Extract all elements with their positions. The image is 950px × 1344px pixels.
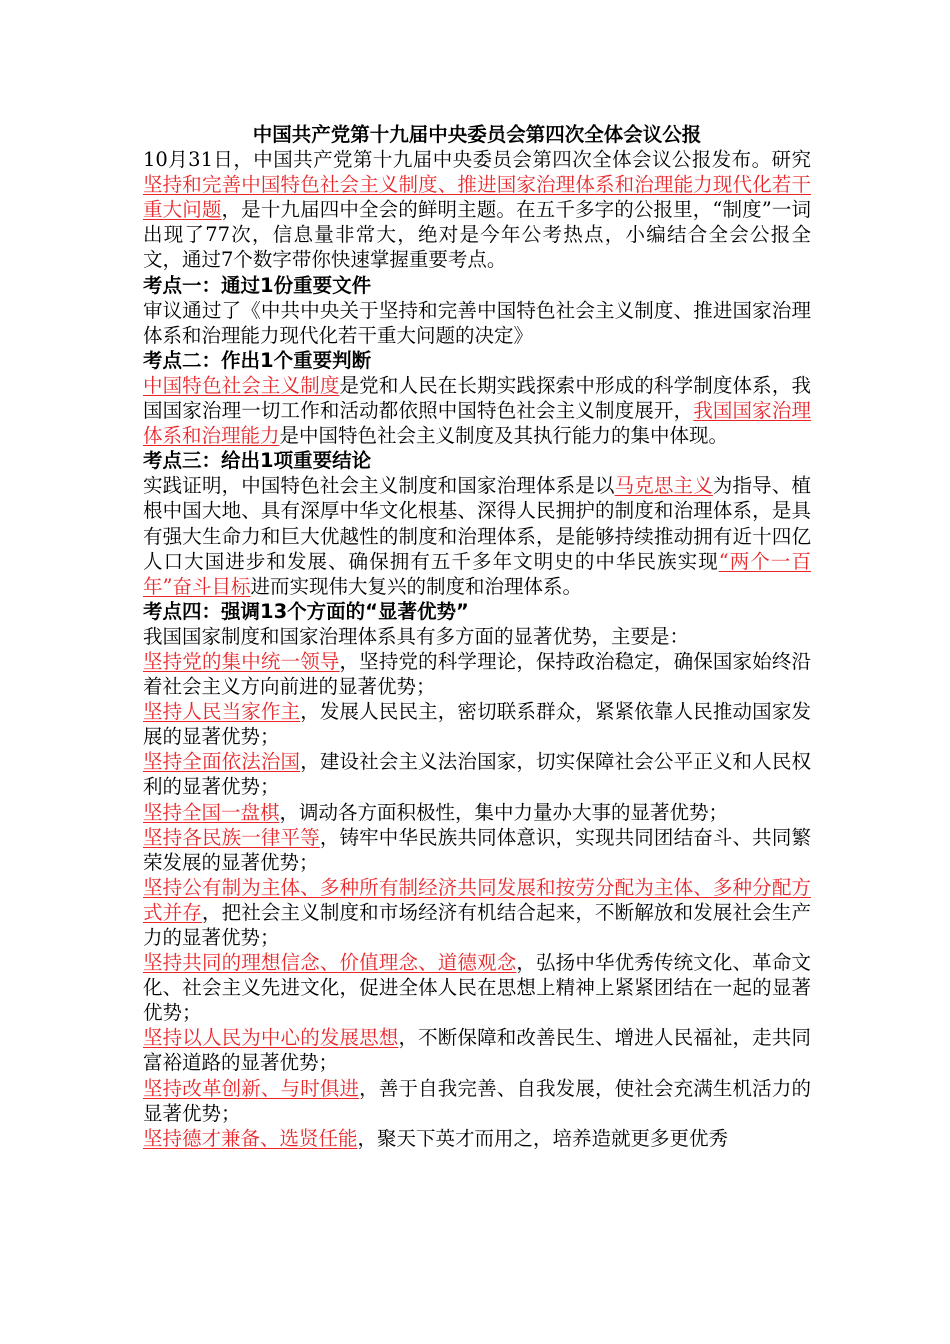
advantage-highlight: 坚持公有制为主体、多种所有制经济共同发展和按劳分配为主体、多种分配方式并存 <box>143 875 811 924</box>
point2-highlight-2: 我国国家治理体系和治理能力 <box>143 399 811 448</box>
advantage-highlight: 坚持全面依法治国 <box>143 750 301 774</box>
advantage-item <box>143 749 811 799</box>
point1-heading: 考点一：通过1份重要文件 <box>143 273 372 297</box>
advantage-text: ，把社会主义制度和市场经济有机结合起来，不断解放和发展社会生产力的显著优势； <box>143 900 811 949</box>
document-title: 中国共产党第十九届中央委员会第四次全体会议公报 <box>252 123 702 146</box>
point1-paragraph: 审议通过了《中共中央关于坚持和完善中国特色社会主义制度、推进国家治理体系和治理能力现代化若干重大问题的决定》 <box>143 298 811 347</box>
advantage-highlight: 坚持以人民为中心的发展思想 <box>143 1026 399 1050</box>
advantage-item <box>143 1076 811 1126</box>
point2-heading: 考点二：作出1个重要判断 <box>143 348 372 372</box>
point3-text-2: 为指导、植根中国大地、具有深厚中华文化根基、深得人民拥护的制度和治理体系，是具有强大生命力和巨大优越性的制度和治理体系，是能够持续推动拥有近十四亿人口大国进步和发展、确保拥有五千多年文明史的中华民族实现 <box>143 474 811 573</box>
point3-text-1: 实践证明，中国特色社会主义制度和国家治理体系是以 <box>143 474 615 498</box>
advantage-highlight: 坚持德才兼备、选贤任能 <box>143 1126 358 1150</box>
advantage-item <box>143 800 811 825</box>
advantage-item <box>143 649 811 699</box>
advantage-text: ，调动各方面积极性，集中力量办大事的显著优势； <box>279 800 729 824</box>
point2-text-2: 是中国特色社会主义制度及其执行能力的集中体现。 <box>279 424 729 448</box>
advantage-highlight: 坚持人民当家作主 <box>143 700 301 724</box>
advantage-highlight: 坚持党的集中统一领导 <box>143 649 340 673</box>
advantage-text: ，发展人民民主，密切联系群众，紧紧依靠人民推动国家发展的显著优势； <box>143 700 811 749</box>
point4-heading: 考点四：强调13个方面的“显著优势” <box>143 599 469 623</box>
advantage-text: ，弘扬中华优秀传统文化、革命文化、社会主义先进文化，促进全体人民在思想上精神上紧紧团结在一起的显著优势； <box>143 951 811 1025</box>
advantage-item <box>143 699 811 749</box>
advantage-highlight: 坚持各民族一律平等 <box>143 825 320 849</box>
advantage-item <box>143 875 811 950</box>
point3-text-3: 进而实现伟大复兴的制度和治理体系。 <box>250 574 582 598</box>
point3-heading: 考点三：给出1项重要结论 <box>143 449 372 473</box>
point4-intro: 我国国家制度和国家治理体系具有多方面的显著优势，主要是： <box>143 624 690 648</box>
advantage-text: ，铸牢中华民族共同体意识，实现共同团结奋斗、共同繁荣发展的显著优势； <box>143 825 811 874</box>
advantage-text: ，不断保障和改善民生、增进人民福祉，走共同富裕道路的显著优势； <box>143 1026 811 1075</box>
intro-text-1: 10月31日，中国共产党第十九届中央委员会第四次全体会议公报发布。研究 <box>143 148 811 172</box>
intro-highlight: 坚持和完善中国特色社会主义制度、推进国家治理体系和治理能力现代化若干重大问题 <box>143 173 811 222</box>
document-body <box>143 122 811 1151</box>
advantage-item <box>143 825 811 875</box>
point2-paragraph <box>143 373 811 448</box>
point3-paragraph <box>143 473 811 598</box>
intro-paragraph <box>143 147 811 272</box>
advantage-highlight: 坚持共同的理想信念、价值理念、道德观念 <box>143 951 517 975</box>
advantage-item <box>143 1025 811 1075</box>
point3-highlight-1: 马克思主义 <box>614 474 713 498</box>
advantage-item <box>143 1126 811 1151</box>
advantage-highlight: 坚持改革创新、与时俱进 <box>143 1076 360 1100</box>
intro-text-2: ，是十九届四中全会的鲜明主题。在五千多字的公报里，“制度”一词出现了77次，信息量非常大，绝对是今年公考热点，小编结合全会公报全文，通过7个数字带你快速掌握重要考点。 <box>143 198 811 272</box>
advantage-highlight: 坚持全国一盘棋 <box>143 800 280 824</box>
point2-text-1: 是党和人民在长期实践探索中形成的科学制度体系，我国国家治理一切工作和活动都依照中国特色社会主义制度展开， <box>143 373 811 423</box>
advantage-item <box>143 950 811 1025</box>
advantage-text: ，聚天下英才而用之，培养造就更多更优秀 <box>357 1126 729 1150</box>
point3-highlight-2: “两个一百年”奋斗目标 <box>143 549 811 598</box>
advantage-text: ，建设社会主义法治国家，切实保障社会公平正义和人民权利的显著优势； <box>143 750 811 799</box>
point2-highlight-1: 中国特色社会主义制度 <box>143 373 340 397</box>
advantage-text: ，善于自我完善、自我发展，使社会充满生机活力的显著优势； <box>143 1076 811 1125</box>
advantage-text: ，坚持党的科学理论，保持政治稳定，确保国家始终沿着社会主义方向前进的显著优势； <box>143 649 811 699</box>
